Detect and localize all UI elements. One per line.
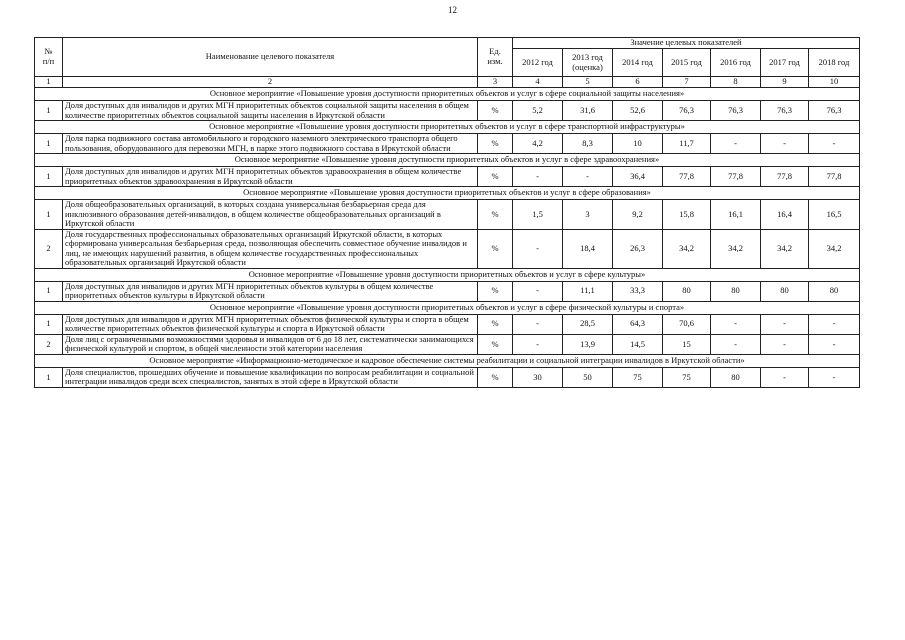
value-cell: 52,6 <box>613 101 663 121</box>
value-cell: 31,6 <box>563 101 613 121</box>
header-year: 2014 год <box>613 49 663 77</box>
column-index-cell: 1 <box>35 77 63 88</box>
section-title: Основное мероприятие «Повышение уровня доступности приоритетных объектов и услуг в сфере культуры» <box>35 268 860 281</box>
indicator-row <box>35 229 860 268</box>
indicator-name: Доля доступных для инвалидов и других МГН приоритетных объектов культуры в общем количестве приоритетных объектов культуры в Иркутской области <box>63 281 478 301</box>
indicator-name: Доля доступных для инвалидов и других МГН приоритетных объектов физической культуры и спорта в общем количестве приоритетных объектов физической культуры и спорта в Иркутской области <box>63 314 478 334</box>
unit-cell: % <box>478 200 513 230</box>
header-num: № п/п <box>35 38 63 77</box>
value-cell: 34,2 <box>809 229 860 268</box>
indicator-name: Доля доступных для инвалидов и других МГН приоритетных объектов социальной защиты населения в общем количестве приоритетных объектов социальной защиты населения в Иркутской области <box>63 101 478 121</box>
value-cell: 75 <box>663 367 711 387</box>
value-cell: - <box>761 334 809 354</box>
value-cell: - <box>711 134 761 154</box>
page-number: 12 <box>448 5 457 15</box>
value-cell: 80 <box>663 281 711 301</box>
value-cell: 14,5 <box>613 334 663 354</box>
section-title: Основное мероприятие «Повышение уровня доступности приоритетных объектов и услуг в сфере здравоохранения» <box>35 154 860 167</box>
section-title: Основное мероприятие «Информационно-методическое и кадровое обеспечение системы реабилитации и социальной интеграции инвалидов в Иркутской области» <box>35 354 860 367</box>
value-cell: - <box>809 314 860 334</box>
column-index-cell: 2 <box>63 77 478 88</box>
row-number: 1 <box>35 101 63 121</box>
value-cell: 75 <box>613 367 663 387</box>
row-number: 1 <box>35 367 63 387</box>
column-index-cell: 8 <box>711 77 761 88</box>
indicator-name: Доля специалистов, прошедших обучение и повышение квалификации по вопросам реабилитации и социальной интеграции инвалидов среди всех специалистов, занятых в этой сфере в Иркутской области <box>63 367 478 387</box>
row-number: 2 <box>35 229 63 268</box>
indicator-row <box>35 367 860 387</box>
value-cell: 26,3 <box>613 229 663 268</box>
header-unit: Ед. изм. <box>478 38 513 77</box>
value-cell: 76,3 <box>663 101 711 121</box>
column-index-cell: 3 <box>478 77 513 88</box>
section-row <box>35 88 860 101</box>
value-cell: 30 <box>513 367 563 387</box>
value-cell: - <box>513 229 563 268</box>
unit-cell: % <box>478 167 513 187</box>
section-row <box>35 268 860 281</box>
value-cell: 80 <box>711 367 761 387</box>
column-index-row <box>35 77 860 88</box>
value-cell: - <box>761 367 809 387</box>
header-year: 2013 год (оценка) <box>563 49 613 77</box>
indicator-row <box>35 167 860 187</box>
section-row <box>35 354 860 367</box>
row-number: 2 <box>35 334 63 354</box>
value-cell: 1,5 <box>513 200 563 230</box>
value-cell: 64,3 <box>613 314 663 334</box>
unit-cell: % <box>478 229 513 268</box>
value-cell: - <box>563 167 613 187</box>
value-cell: 70,6 <box>663 314 711 334</box>
header-values-group: Значение целевых показателей <box>513 38 860 49</box>
column-index-cell: 10 <box>809 77 860 88</box>
value-cell: 11,1 <box>563 281 613 301</box>
indicator-row <box>35 281 860 301</box>
value-cell: 76,3 <box>711 101 761 121</box>
value-cell: - <box>513 314 563 334</box>
value-cell: 28,5 <box>563 314 613 334</box>
value-cell: - <box>809 134 860 154</box>
indicator-name: Доля государственных профессиональных образовательных организаций Иркутской области, в которых сформирована универсальная безбарьерная среда, позволяющая обеспечить совместное обучение инвалидов и лиц, не имеющих нарушений развития, в общем количестве государственных профессиональных образовательных организаций Иркутской области <box>63 229 478 268</box>
row-number: 1 <box>35 134 63 154</box>
unit-cell: % <box>478 367 513 387</box>
indicator-name: Доля доступных для инвалидов и других МГН приоритетных объектов здравоохранения в общем количестве приоритетных объектов здравоохранения в Иркутской области <box>63 167 478 187</box>
section-title: Основное мероприятие «Повышение уровня доступности приоритетных объектов и услуг в сфере транспортной инфраструктуры» <box>35 121 860 134</box>
row-number: 1 <box>35 167 63 187</box>
target-indicators-table <box>34 37 860 388</box>
value-cell: - <box>711 334 761 354</box>
value-cell: 15,8 <box>663 200 711 230</box>
value-cell: - <box>513 281 563 301</box>
indicator-name: Доля общеобразовательных организаций, в которых создана универсальная безбарьерная среда для инклюзивного образования детей-инвалидов, в общем количестве общеобразовательных организаций в Иркутской области <box>63 200 478 230</box>
value-cell: 33,3 <box>613 281 663 301</box>
value-cell: - <box>761 134 809 154</box>
value-cell: 16,1 <box>711 200 761 230</box>
value-cell: 10 <box>613 134 663 154</box>
column-index-cell: 4 <box>513 77 563 88</box>
indicator-row <box>35 334 860 354</box>
unit-cell: % <box>478 334 513 354</box>
section-row <box>35 121 860 134</box>
value-cell: - <box>513 334 563 354</box>
row-number: 1 <box>35 200 63 230</box>
section-row <box>35 154 860 167</box>
indicator-row <box>35 314 860 334</box>
column-index-cell: 7 <box>663 77 711 88</box>
value-cell: 5,2 <box>513 101 563 121</box>
header-year: 2012 год <box>513 49 563 77</box>
value-cell: - <box>761 314 809 334</box>
value-cell: 36,4 <box>613 167 663 187</box>
value-cell: - <box>513 167 563 187</box>
indicator-name: Доля лиц с ограниченными возможностями здоровья и инвалидов от 6 до 18 лет, систематически занимающихся физической культурой и спортом, в общей численности этой категории населения <box>63 334 478 354</box>
value-cell: 13,9 <box>563 334 613 354</box>
unit-cell: % <box>478 281 513 301</box>
column-index-cell: 5 <box>563 77 613 88</box>
indicator-row <box>35 101 860 121</box>
value-cell: 50 <box>563 367 613 387</box>
value-cell: 77,8 <box>711 167 761 187</box>
table-body <box>35 88 860 388</box>
unit-cell: % <box>478 101 513 121</box>
unit-cell: % <box>478 134 513 154</box>
indicator-row <box>35 134 860 154</box>
value-cell: 76,3 <box>761 101 809 121</box>
indicator-name: Доля парка подвижного состава автомобильного и городского наземного электрического транспорта общего пользования, оборудованного для перевозки МГН, в парке этого подвижного состава в Иркутской области <box>63 134 478 154</box>
header-name: Наименование целевого показателя <box>63 38 478 77</box>
value-cell: 18,4 <box>563 229 613 268</box>
section-title: Основное мероприятие «Повышение уровня доступности приоритетных объектов и услуг в сфере образования» <box>35 187 860 200</box>
value-cell: - <box>711 314 761 334</box>
value-cell: 77,8 <box>809 167 860 187</box>
value-cell: - <box>809 334 860 354</box>
value-cell: 34,2 <box>663 229 711 268</box>
value-cell: 8,3 <box>563 134 613 154</box>
section-title: Основное мероприятие «Повышение уровня доступности приоритетных объектов и услуг в сфере социальной защиты населения» <box>35 88 860 101</box>
value-cell: 77,8 <box>663 167 711 187</box>
value-cell: 11,7 <box>663 134 711 154</box>
value-cell: 9,2 <box>613 200 663 230</box>
row-number: 1 <box>35 281 63 301</box>
value-cell: 76,3 <box>809 101 860 121</box>
value-cell: 80 <box>809 281 860 301</box>
value-cell: 80 <box>711 281 761 301</box>
value-cell: 16,5 <box>809 200 860 230</box>
value-cell: - <box>809 367 860 387</box>
header-year: 2017 год <box>761 49 809 77</box>
value-cell: 16,4 <box>761 200 809 230</box>
value-cell: 34,2 <box>711 229 761 268</box>
section-title: Основное мероприятие «Повышение уровня доступности приоритетных объектов и услуг в сфере физической культуры и спорта» <box>35 301 860 314</box>
value-cell: 4,2 <box>513 134 563 154</box>
section-row <box>35 301 860 314</box>
value-cell: 80 <box>761 281 809 301</box>
value-cell: 34,2 <box>761 229 809 268</box>
value-cell: 15 <box>663 334 711 354</box>
column-index-cell: 9 <box>761 77 809 88</box>
row-number: 1 <box>35 314 63 334</box>
header-year: 2015 год <box>663 49 711 77</box>
column-index-cell: 6 <box>613 77 663 88</box>
header-year: 2016 год <box>711 49 761 77</box>
section-row <box>35 187 860 200</box>
value-cell: 77,8 <box>761 167 809 187</box>
value-cell: 3 <box>563 200 613 230</box>
unit-cell: % <box>478 314 513 334</box>
indicator-row <box>35 200 860 230</box>
header-year: 2018 год <box>809 49 860 77</box>
